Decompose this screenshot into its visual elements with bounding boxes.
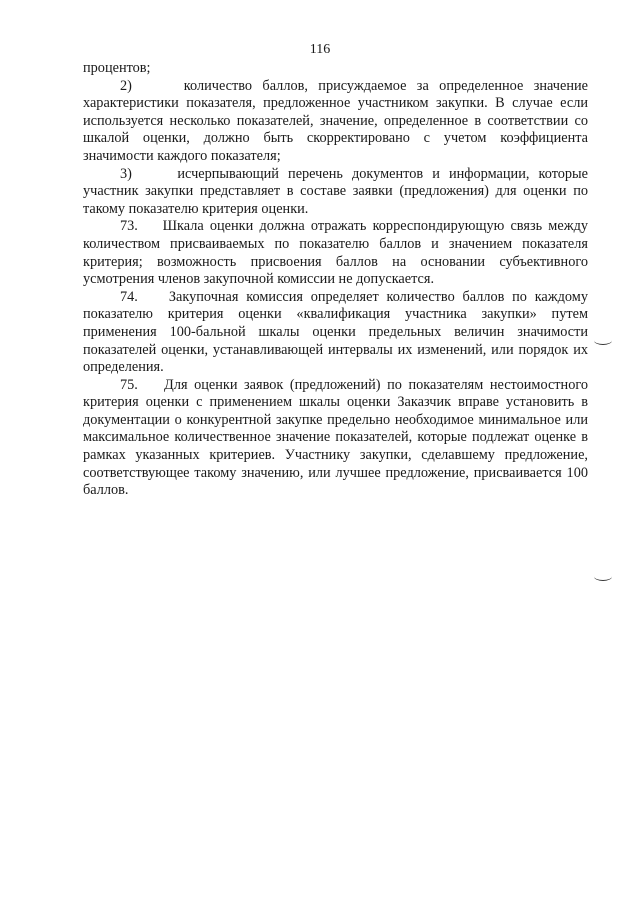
paragraph-clause-74: 74. Закупочная комиссия определяет количество баллов по каждому показателю критерия оценки «квалификация участника закупки» путем применения 100-бальной шкалы оценки предельных величин значимости показателей оценки, устанавливающей интервалы их изменений, или порядок их определения.	[83, 288, 588, 376]
binding-mark-icon	[594, 336, 612, 345]
document-body	[83, 60, 588, 500]
page-number: 116	[309, 42, 331, 57]
binding-mark-icon	[594, 572, 612, 581]
paragraph-item-3: 3) исчерпывающий перечень документов и информации, которые участник закупки представляет в составе заявки (предложения) для оценки по такому показателю критерия оценки.	[83, 165, 588, 217]
paragraph-clause-75: 75. Для оценки заявок (предложений) по показателям нестоимостного критерия оценки с применением шкалы оценки Заказчик вправе установить в документации о конкурентной закупке предельно необходимое минимальное или максимальное количественное значение показателей, которые подлежат оценке в рамках указанных критериев. Участнику закупки, сделавшему предложение, соответствующее такому значению, или лучшее предложение, присваивается 100 баллов.	[83, 376, 588, 499]
paragraph-item-2: 2) количество баллов, присуждаемое за определенное значение характеристики показателя, предложенное участником закупки. В случае если используется несколько показателей, значение, определенное в соответствии со шкалой оценки, должно быть скорректировано с учетом коэффициента значимости каждого показателя;	[83, 77, 588, 164]
paragraph-clause-73: 73. Шкала оценки должна отражать корреспондирующую связь между количеством присваиваемых по показателю баллов и значением показателя критерия; возможность присвоения баллов на основании субъективного усмотрения членов закупочной комиссии не допускается.	[83, 218, 588, 288]
paragraph-continuation: процентов;	[83, 60, 151, 76]
